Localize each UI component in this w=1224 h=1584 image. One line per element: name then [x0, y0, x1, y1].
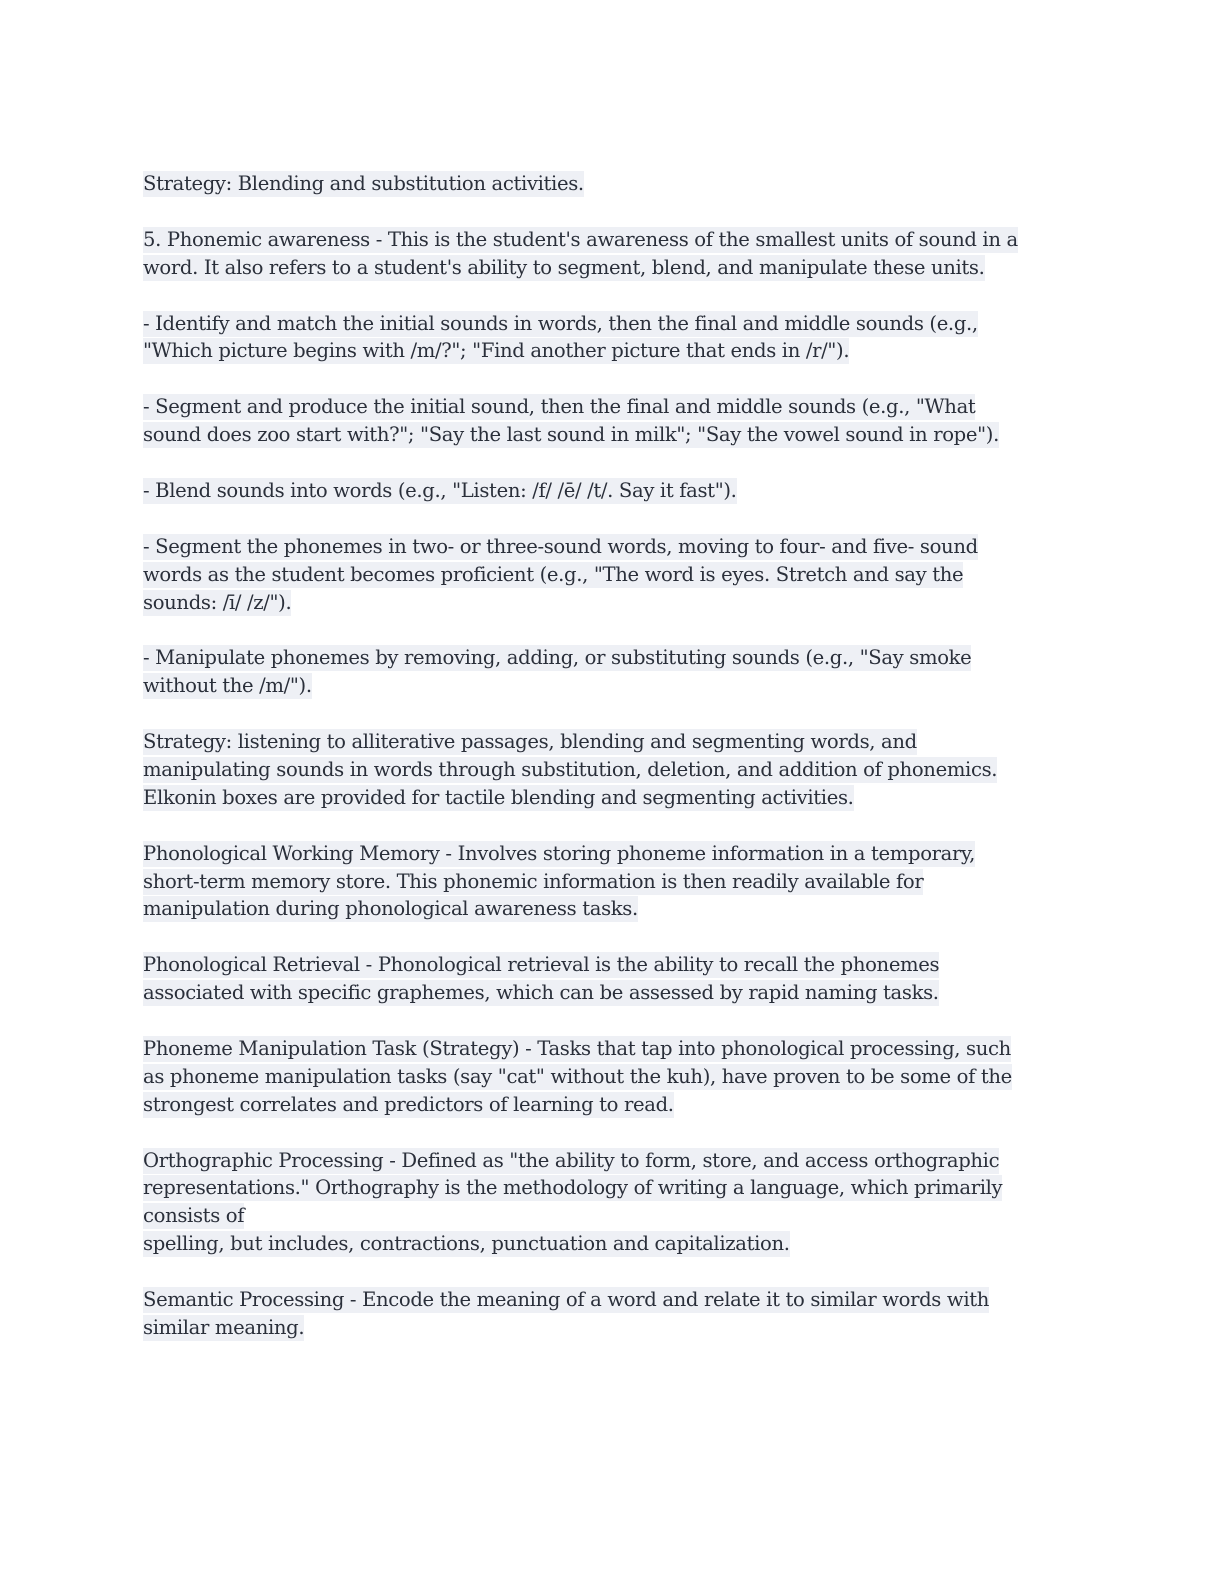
- text-line-content: "Which picture begins with /m/?"; "Find another picture that ends in /r/").: [143, 339, 850, 363]
- text-line: [143, 840, 1083, 868]
- text-line: [143, 310, 1083, 338]
- text-line-content: manipulation during phonological awareness tasks.: [143, 897, 638, 921]
- paragraph-working-memory: [143, 840, 1083, 924]
- paragraph-blend-sounds: [143, 477, 1083, 505]
- paragraph-semantic-processing: [143, 1286, 1083, 1342]
- text-line-content: Strategy: listening to alliterative passages, blending and segmenting words, and: [143, 730, 917, 754]
- paragraph-segment-phonemes: [143, 533, 1083, 617]
- text-line: [143, 895, 1083, 923]
- text-line: [143, 170, 1083, 198]
- text-line: [143, 254, 1083, 282]
- text-line: [143, 421, 1083, 449]
- paragraph-phonemic-awareness: [143, 226, 1083, 282]
- text-line-content: Phonological Working Memory - Involves storing phoneme information in a temporary,: [143, 841, 976, 865]
- text-line-content: - Segment the phonemes in two- or three-sound words, moving to four- and five- sound: [143, 534, 978, 558]
- text-line: [143, 1063, 1083, 1091]
- text-line: [143, 337, 1083, 365]
- paragraph-strategy-listening: [143, 728, 1083, 812]
- paragraph-phoneme-manipulation-task: [143, 1035, 1083, 1119]
- text-line: [143, 756, 1083, 784]
- text-line-content: without the /m/").: [143, 674, 312, 698]
- text-line-content: representations." Orthography is the methodology of writing a language, which primarily: [143, 1176, 1003, 1200]
- text-line-content: - Blend sounds into words (e.g., "Listen: /f/ /ē/ /t/. Say it fast").: [143, 478, 737, 502]
- text-line-content: Semantic Processing - Encode the meaning of a word and relate it to similar words with: [143, 1288, 990, 1312]
- text-line-content: Elkonin boxes are provided for tactile blending and segmenting activities.: [143, 785, 854, 809]
- text-line-content: words as the student becomes proficient (e.g., "The word is eyes. Stretch and say the: [143, 562, 964, 586]
- text-line: [143, 1230, 1083, 1258]
- text-line: [143, 561, 1083, 589]
- text-line-content: Phoneme Manipulation Task (Strategy) - Tasks that tap into phonological processing, such: [143, 1036, 1011, 1060]
- text-line-content: sound does zoo start with?"; "Say the last sound in milk"; "Say the vowel sound in rope").: [143, 423, 999, 447]
- text-line-content: Orthographic Processing - Defined as "the ability to form, store, and access orthographic: [143, 1148, 1000, 1172]
- text-line: [143, 728, 1083, 756]
- text-line-content: word. It also refers to a student's ability to segment, blend, and manipulate these units.: [143, 255, 985, 279]
- text-line: [143, 226, 1083, 254]
- text-line: [143, 644, 1083, 672]
- text-line-content: - Manipulate phonemes by removing, adding, or substituting sounds (e.g., "Say smoke: [143, 646, 972, 670]
- text-line-content: associated with specific graphemes, which can be assessed by rapid naming tasks.: [143, 981, 939, 1005]
- text-line-content: Phonological Retrieval - Phonological retrieval is the ability to recall the phonemes: [143, 953, 940, 977]
- text-line-content: as phoneme manipulation tasks (say "cat" without the kuh), have proven to be some of the: [143, 1064, 1012, 1088]
- text-line: [143, 951, 1083, 979]
- text-line-content: - Segment and produce the initial sound, then the final and middle sounds (e.g., "What: [143, 395, 976, 419]
- paragraph-phonological-retrieval: [143, 951, 1083, 1007]
- text-line: [143, 1035, 1083, 1063]
- text-line: [143, 589, 1083, 617]
- text-line-content: similar meaning.: [143, 1315, 305, 1339]
- text-line: [143, 868, 1083, 896]
- paragraph-strategy-blending: [143, 170, 1083, 198]
- text-line: [143, 979, 1083, 1007]
- paragraph-orthographic-processing: [143, 1147, 1083, 1259]
- text-line: [143, 1286, 1083, 1314]
- text-line: [143, 1091, 1083, 1119]
- paragraph-manipulate-phonemes: [143, 644, 1083, 700]
- text-line: [143, 1314, 1083, 1342]
- text-line: [143, 533, 1083, 561]
- text-line: [143, 477, 1083, 505]
- text-line-content: - Identify and match the initial sounds in words, then the final and middle sounds (e.g.,: [143, 311, 978, 335]
- text-line-content: 5. Phonemic awareness - This is the student's awareness of the smallest units of sound in a: [143, 227, 1018, 251]
- text-line-content: short-term memory store. This phonemic information is then readily available for: [143, 869, 924, 893]
- text-line: [143, 393, 1083, 421]
- text-line-content: strongest correlates and predictors of learning to read.: [143, 1092, 674, 1116]
- text-line: [143, 672, 1083, 700]
- text-line: [143, 784, 1083, 812]
- paragraph-identify-match: [143, 310, 1083, 366]
- paragraph-segment-produce: [143, 393, 1083, 449]
- text-line-content: Strategy: Blending and substitution activities.: [143, 172, 584, 195]
- text-line: [143, 1202, 1083, 1230]
- text-line-content: consists of: [143, 1204, 245, 1228]
- text-line: [143, 1174, 1083, 1202]
- text-line: [143, 1147, 1083, 1175]
- text-line-content: sounds: /ī/ /z/").: [143, 590, 292, 614]
- text-line-content: spelling, but includes, contractions, punctuation and capitalization.: [143, 1232, 790, 1256]
- document-page: [143, 170, 1083, 1370]
- text-line-content: manipulating sounds in words through substitution, deletion, and addition of phonemics.: [143, 757, 998, 781]
